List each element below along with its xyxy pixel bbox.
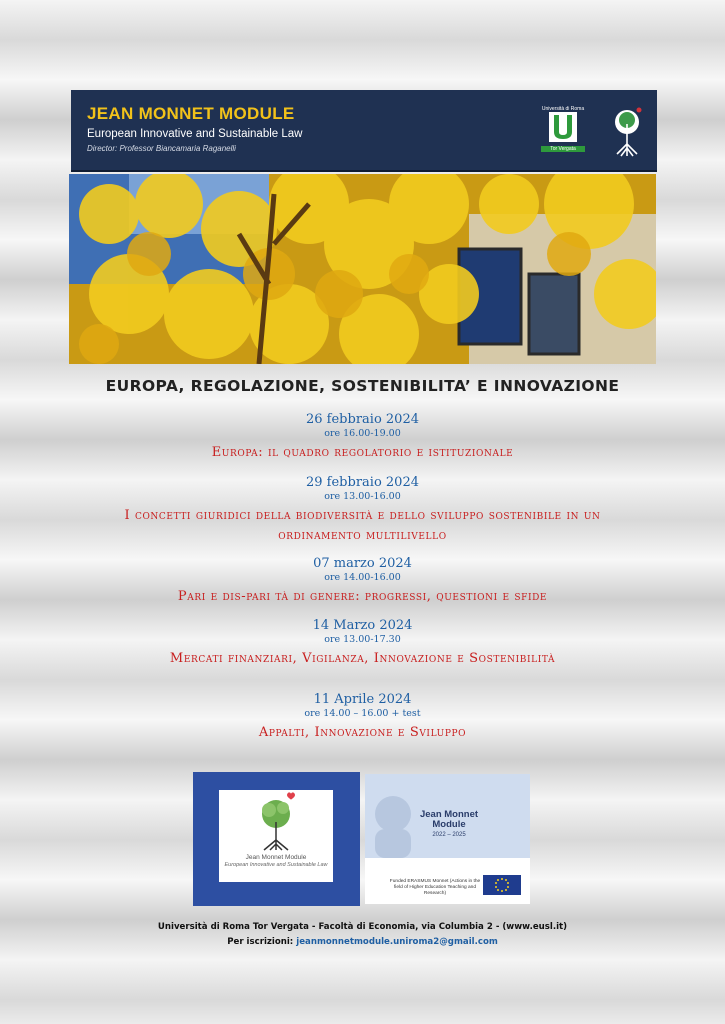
logo-caption: Jean Monnet Module — [245, 854, 307, 861]
event-2 — [0, 475, 725, 546]
event-date: 14 Marzo 2024 — [312, 618, 413, 633]
footer-address: Università di Roma Tor Vergata - Facoltà di Economia, via Columbia 2 - (www.eusl.it) — [157, 922, 568, 932]
footer-registration — [0, 937, 725, 947]
event-3 — [0, 556, 725, 607]
event-title: Appalti, Innovazione e Sviluppo — [258, 725, 467, 740]
tree-lightbulb-icon — [219, 790, 333, 852]
event-time: ore 16.00-19.00 — [324, 428, 401, 439]
event-time: ore 13.00-17.30 — [324, 634, 401, 645]
logo-caption-sub: European Innovative and Sustainable Law — [224, 862, 328, 868]
header-director: Director: Professor Biancamaria Raganelli — [87, 144, 236, 153]
main-title: EUROPA, REGOLAZIONE, SOSTENIBILITA’ E INNOVAZIONE — [105, 377, 620, 395]
plaque-years: 2022 – 2025 — [432, 832, 466, 838]
event-date: 07 marzo 2024 — [313, 556, 412, 571]
event-time: ore 14.00-16.00 — [324, 572, 401, 583]
registration-email-link[interactable]: jeanmonnetmodule.uniroma2@gmail.com — [296, 937, 498, 947]
event-title: Pari e dis-pari tà di genere: progressi, questioni e sfide — [177, 589, 548, 604]
event-time: ore 13.00-16.00 — [324, 491, 401, 502]
funded-text: Funded ERASMUS Monnet (Actions in the field of Higher Education Teaching and Research) — [389, 879, 481, 896]
header-subtitle: European Innovative and Sustainable Law — [87, 128, 303, 140]
logo-panel — [219, 790, 333, 882]
autumn-tree-photo — [69, 174, 656, 364]
registration-label: Per iscrizioni: — [227, 937, 294, 947]
event-title-line2: ordinamento multilivello — [278, 528, 447, 543]
header-banner — [71, 90, 657, 172]
eu-flag-icon — [483, 875, 521, 895]
tree-icon — [609, 104, 645, 158]
event-date: 29 febbraio 2024 — [306, 475, 419, 490]
event-time: ore 14.00 – 16.00 + test — [304, 708, 421, 719]
jean-monnet-module-logo — [193, 772, 360, 906]
event-1 — [0, 412, 725, 463]
header-title: JEAN MONNET MODULE — [87, 104, 295, 123]
event-title: Mercati finanziari, Vigilanza, Innovazione e Sostenibilità — [169, 651, 556, 666]
jean-monnet-plaque — [365, 774, 530, 904]
event-5 — [0, 692, 725, 743]
univ-u-icon — [541, 112, 585, 142]
univ-caption-top: Università di Roma — [541, 106, 585, 112]
event-title: Europa: il quadro regolatorio e istituzionale — [211, 445, 514, 460]
event-date: 26 febbraio 2024 — [306, 412, 419, 427]
univ-caption-bottom: Tor Vergata — [541, 146, 585, 152]
event-title: I concetti giuridici della biodiversità e dello sviluppo sostenibile in un — [124, 508, 601, 523]
event-4 — [0, 618, 725, 669]
plaque-name: Jean Monnet Module — [419, 809, 479, 830]
event-date: 11 Aprile 2024 — [313, 692, 412, 707]
university-logo — [541, 106, 585, 156]
